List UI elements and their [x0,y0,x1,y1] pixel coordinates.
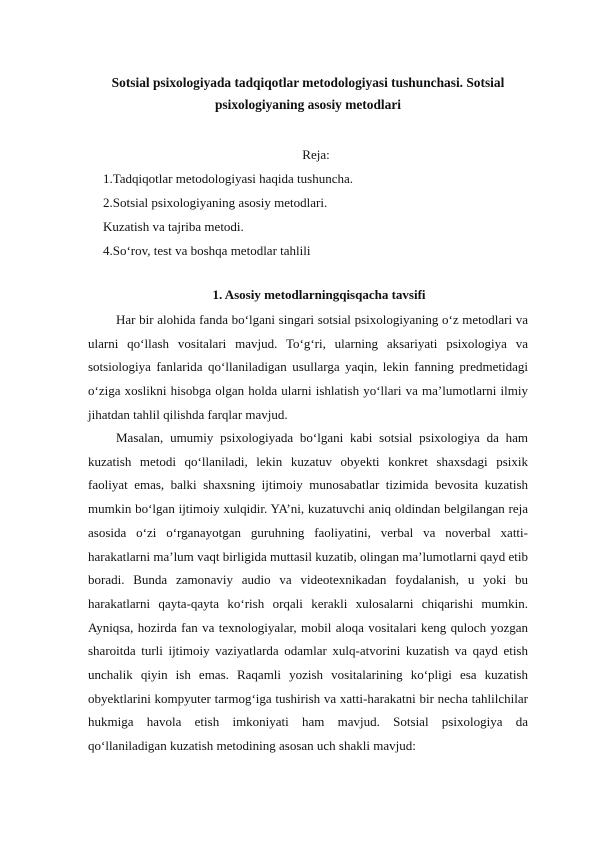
body-paragraph: Masalan, umumiy psixologiyada bo‘lgani kabi sotsial psixologiya da ham kuzatish metodi qo‘llaniladi, lekin kuzatuv obyekti konkret shaxsdagi psixik faoliyat emas, balki shaxsning ijtimoiy munosabatlar tizimida bevosita kuzatish mumkin bo‘lgan ijtimoiy xulqidir. YA’ni, kuzatuvchi aniq oldindan belgilangan reja asosida o‘zi o‘rganayotgan guruhning faoliyatini, verbal va noverbal xatti-harakatlarni ma’lum vaqt birligida muttasil kuzatib, olingan ma’lumotlarni qayd etib boradi. Bunda zamonaviy audio va videotexnikadan foydalanish, u yoki bu harakatlarni qayta-qayta ko‘rish orqali kerakli xulosalarni chiqarishi mumkin. Ayniqsa, hozirda fan va texnologiyalar, mobil aloqa vositalari keng quloch yozgan sharoitda turli ijtimoiy vaziyatlarda odamlar xulq-atvorini kuzatish va qayd etish unchalik qiyin ish emas. Raqamli yozish vositalarining ko‘pligi esa kuzatish obyektlarini kompyuter tarmog‘iga tushirish va xatti-harakatni bir necha tahlilchilar hukmiga havola etish imkoniyati ham mavjud. Sotsial psixologiya da qo‘llaniladigan kuzatish metodining asosan uch shakli mavjud: [88,430,528,754]
plan-item: 4.So‘rov, test va boshqa metodlar tahlili [103,243,311,258]
body-paragraph: Har bir alohida fanda bo‘lgani singari sotsial psixologiyaning o‘z metodlari va ularni qo‘llash vositalari mavjud. To‘g‘ri, ularning aksariyati psixologiya va sotsiologiya fanlarida qo‘llaniladigan usullarga yaqin, lekin fanning predmetidagi o‘ziga xoslikni hisobga olgan holda ularni ishlatish yo‘llari va ma’lumotlarni ilmiy jihatdan tahlil qilishda farqlar mavjud. [88,312,528,422]
section-heading: 1. Asosiy metodlarningqisqacha tavsifi [212,287,426,302]
plan-heading: Reja: [302,147,330,162]
plan-item: 1.Tadqiqotlar metodologiyasi haqida tushuncha. [103,171,354,186]
plan-item: 2.Sotsial psixologiyaning asosiy metodlari. [103,195,328,210]
document-title: Sotsial psixologiyada tadqiqotlar metodologiyasi tushunchasi. Sotsial psixologiyaning asosiy metodlari [111,75,505,112]
plan-item: Kuzatish va tajriba metodi. [103,219,244,234]
